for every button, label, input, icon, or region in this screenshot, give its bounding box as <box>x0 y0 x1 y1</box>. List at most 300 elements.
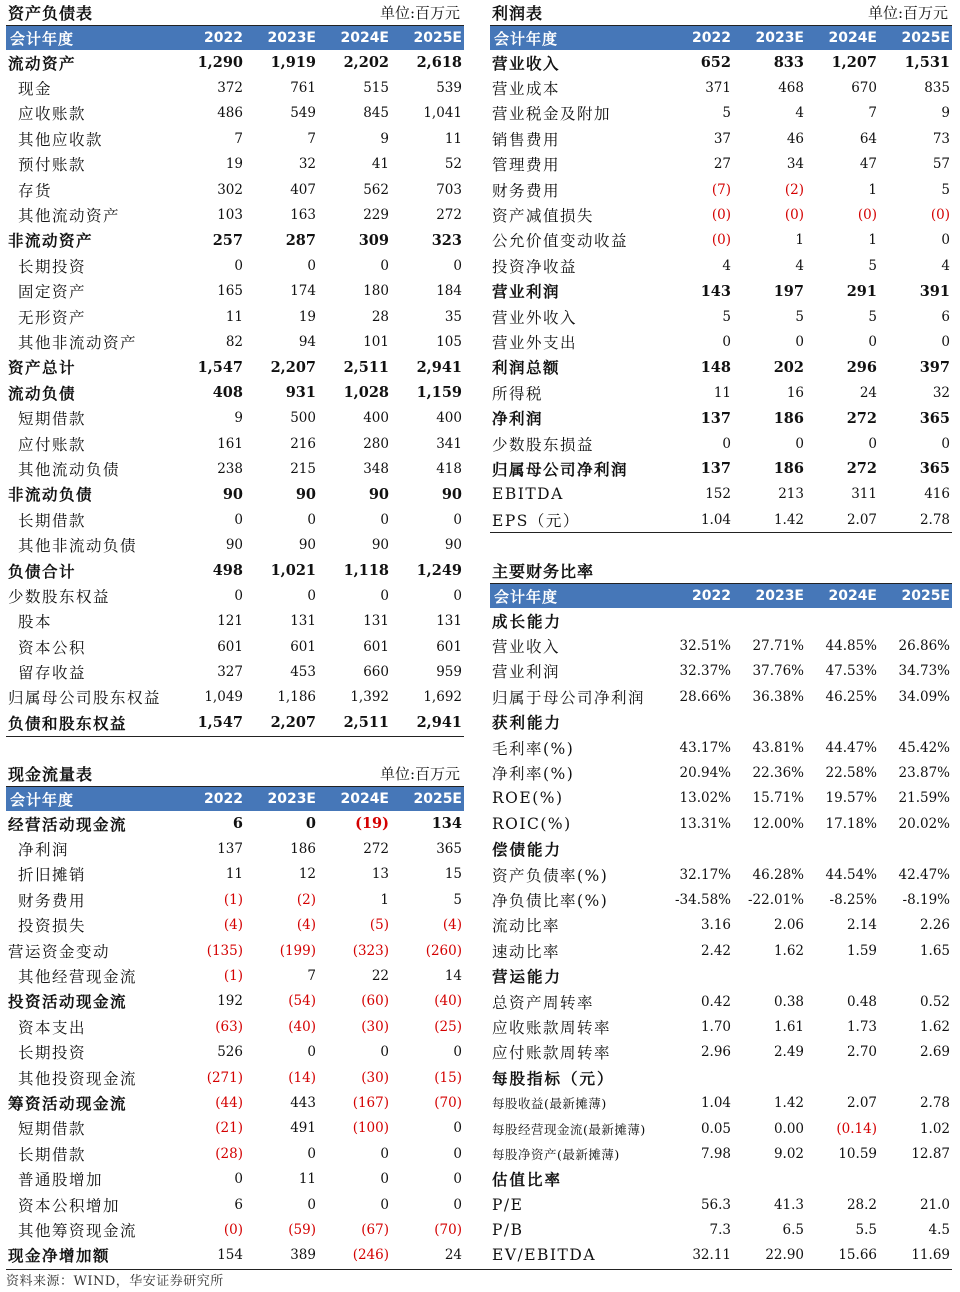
value-cell: 539 <box>436 80 462 97</box>
value-cell: 6 <box>234 1196 243 1213</box>
income-statement-title: 利润表 <box>492 4 544 23</box>
table-row <box>6 1065 464 1090</box>
row-label: 流动资产 <box>8 53 77 73</box>
value-cell: 2.69 <box>919 1044 950 1061</box>
year-header: 2022 <box>692 30 731 46</box>
value-cell: 121 <box>217 613 243 630</box>
cash-flow-header <box>6 787 464 811</box>
value-cell: 601 <box>363 638 389 655</box>
value-cell: 197 <box>773 282 804 300</box>
value-cell: 28 <box>371 308 389 325</box>
value-cell: 1.62 <box>919 1018 950 1035</box>
table-row <box>6 811 464 836</box>
row-label: 流动负债 <box>8 383 77 403</box>
value-cell: 0 <box>380 257 389 274</box>
value-cell: 2,941 <box>416 358 462 376</box>
value-cell: 32.17% <box>679 866 731 883</box>
value-cell: 0.52 <box>919 993 950 1010</box>
row-label: 净负债比率(%) <box>492 891 609 910</box>
row-label: 毛利率(%) <box>492 739 575 758</box>
table-row <box>6 1090 464 1115</box>
value-cell: 0 <box>307 1145 316 1162</box>
table-row <box>6 456 464 481</box>
balance-sheet-title-row <box>6 0 464 26</box>
value-cell: 9 <box>380 130 389 147</box>
value-cell: 280 <box>363 435 389 452</box>
value-cell: (0) <box>711 232 731 249</box>
value-cell: (70) <box>434 1094 462 1111</box>
table-row <box>6 558 464 583</box>
row-label: 每股收益(最新摊薄) <box>492 1096 607 1112</box>
table-row <box>490 735 952 760</box>
table-row <box>6 913 464 938</box>
value-cell: 12.87 <box>911 1145 950 1162</box>
value-cell: 2,511 <box>343 714 389 732</box>
value-cell: 216 <box>290 435 316 452</box>
table-row <box>490 304 952 329</box>
row-label: 应收账款 <box>18 105 87 124</box>
value-cell: 5 <box>868 257 877 274</box>
value-cell: 131 <box>290 613 316 630</box>
value-cell: 90 <box>225 537 243 554</box>
value-cell: 2,618 <box>416 54 462 72</box>
balance-sheet-header <box>6 26 464 50</box>
row-label: 营业利润 <box>492 282 561 302</box>
income-statement-title-row <box>490 0 952 26</box>
value-cell: 15.71% <box>752 790 804 807</box>
table-row <box>490 177 952 202</box>
value-cell: 1,207 <box>831 54 877 72</box>
row-label: 财务费用 <box>492 181 561 200</box>
table-row <box>6 431 464 456</box>
value-cell: 601 <box>436 638 462 655</box>
table-row <box>490 50 952 75</box>
value-cell: 959 <box>436 664 462 681</box>
value-cell: 46 <box>786 130 804 147</box>
value-cell: 0 <box>380 511 389 528</box>
row-label: 现金净增加额 <box>8 1246 111 1266</box>
value-cell: 562 <box>363 181 389 198</box>
table-row <box>6 1040 464 1065</box>
table-row <box>6 405 464 430</box>
value-cell: 7 <box>307 130 316 147</box>
value-cell: 1.62 <box>773 942 804 959</box>
row-label: 非流动资产 <box>8 231 94 251</box>
value-cell: 137 <box>700 409 731 427</box>
value-cell: 32 <box>298 156 316 173</box>
value-cell: 9.02 <box>773 1145 804 1162</box>
value-cell: 0 <box>722 435 731 452</box>
value-cell: 0 <box>305 815 316 833</box>
value-cell: 34.09% <box>898 688 950 705</box>
value-cell: 32.11 <box>692 1247 731 1264</box>
value-cell: 407 <box>290 181 316 198</box>
value-cell: 2,202 <box>343 54 389 72</box>
year-header: 2025E <box>413 791 462 807</box>
value-cell: 4 <box>795 105 804 122</box>
value-cell: (246) <box>352 1247 389 1264</box>
value-cell: 371 <box>705 80 731 97</box>
value-cell: 7 <box>234 130 243 147</box>
table-row <box>490 913 952 938</box>
value-cell: 134 <box>431 815 462 833</box>
value-cell: (40) <box>434 993 462 1010</box>
row-label: 利润总额 <box>492 358 561 378</box>
value-cell: 23.87% <box>898 765 950 782</box>
category-row <box>490 1065 952 1090</box>
value-cell: 4.5 <box>928 1222 950 1239</box>
value-cell: 845 <box>363 105 389 122</box>
value-cell: 45.42% <box>898 739 950 756</box>
row-label: 净利润 <box>18 841 70 860</box>
value-cell: 7.98 <box>700 1145 731 1162</box>
value-cell: 24 <box>444 1247 462 1264</box>
value-cell: 22.90 <box>765 1247 804 1264</box>
value-cell: 174 <box>290 283 316 300</box>
value-cell: 1 <box>380 891 389 908</box>
table-row <box>490 228 952 253</box>
table-row <box>6 75 464 100</box>
value-cell: 36.38% <box>752 688 804 705</box>
table-row <box>6 609 464 634</box>
value-cell: 0 <box>453 1196 462 1213</box>
income-statement-header <box>490 26 952 50</box>
value-cell: 47.53% <box>825 663 877 680</box>
value-cell: -34.58% <box>674 891 731 908</box>
value-cell: 90 <box>298 537 316 554</box>
table-row <box>6 279 464 304</box>
row-label: 其他应收款 <box>18 130 104 149</box>
value-cell: (4) <box>296 917 316 934</box>
table-row <box>490 659 952 684</box>
table-row <box>490 329 952 354</box>
row-label: 长期投资 <box>18 1044 87 1063</box>
value-cell: 0.05 <box>700 1120 731 1137</box>
value-cell: -8.25% <box>829 891 877 908</box>
value-cell: (2) <box>296 891 316 908</box>
row-label: 获利能力 <box>492 713 563 733</box>
table-row <box>6 710 464 735</box>
row-label: ROIC(%) <box>492 814 572 833</box>
value-cell: 0.38 <box>773 993 804 1010</box>
cash-flow-unit: 单位:百万元 <box>379 765 460 783</box>
table-row <box>6 862 464 887</box>
table-row <box>6 507 464 532</box>
value-cell: (28) <box>215 1145 243 1162</box>
row-label: 其他经营现金流 <box>18 968 138 987</box>
value-cell: 1,531 <box>904 54 950 72</box>
value-cell: 9 <box>941 105 950 122</box>
value-cell: 19 <box>225 156 243 173</box>
year-header: 2024E <box>340 791 389 807</box>
table-row <box>6 101 464 126</box>
row-label: 其他非流动负债 <box>18 537 138 556</box>
value-cell: 0 <box>453 257 462 274</box>
value-cell: 660 <box>363 664 389 681</box>
row-label: 应付账款 <box>18 435 87 454</box>
row-label: 资本支出 <box>18 1018 87 1037</box>
table-row <box>6 329 464 354</box>
row-label: 其他非流动资产 <box>18 333 138 352</box>
value-cell: 408 <box>212 384 243 402</box>
value-cell: 11 <box>444 130 462 147</box>
value-cell: 0 <box>307 1196 316 1213</box>
category-row <box>490 837 952 862</box>
table-row <box>6 938 464 963</box>
value-cell: 154 <box>217 1247 243 1264</box>
table-row <box>490 938 952 963</box>
table-row <box>6 836 464 861</box>
row-label: 营业成本 <box>492 80 561 99</box>
value-cell: 0.42 <box>700 993 731 1010</box>
value-cell: 3.16 <box>700 917 731 934</box>
table-row <box>490 1217 952 1242</box>
row-label: 经营活动现金流 <box>8 814 128 834</box>
value-cell: 22 <box>371 968 389 985</box>
value-cell: 0 <box>380 1196 389 1213</box>
value-cell: 1,692 <box>423 689 462 706</box>
value-cell: 397 <box>919 358 950 376</box>
balance-sheet-rows <box>6 50 464 737</box>
value-cell: (60) <box>361 993 389 1010</box>
row-label: 偿债能力 <box>492 840 563 860</box>
ratio-table <box>490 558 952 1268</box>
value-cell: (54) <box>288 993 316 1010</box>
value-cell: 400 <box>436 410 462 427</box>
value-cell: 103 <box>217 207 243 224</box>
value-cell: 46.28% <box>752 866 804 883</box>
row-label: 固定资产 <box>18 283 87 302</box>
value-cell: 14 <box>444 968 462 985</box>
value-cell: 1,547 <box>197 714 243 732</box>
value-cell: 372 <box>217 80 243 97</box>
value-cell: 2.49 <box>773 1044 804 1061</box>
income-statement-table <box>490 0 952 533</box>
value-cell: 0 <box>307 257 316 274</box>
value-cell: 186 <box>290 841 316 858</box>
value-cell: 186 <box>773 460 804 478</box>
table-row <box>490 1014 952 1039</box>
table-row <box>6 685 464 710</box>
row-label: 无形资产 <box>18 308 87 327</box>
value-cell: 0 <box>234 1171 243 1188</box>
table-row <box>6 1141 464 1166</box>
value-cell: 1,547 <box>197 358 243 376</box>
value-cell: 13.31% <box>679 815 731 832</box>
value-cell: (167) <box>352 1094 389 1111</box>
row-label: 投资活动现金流 <box>8 992 128 1012</box>
cash-flow-title-row <box>6 761 464 787</box>
value-cell: 391 <box>919 282 950 300</box>
value-cell: (2) <box>784 181 804 198</box>
category-row <box>490 608 952 633</box>
row-label: 应付账款周转率 <box>492 1044 612 1063</box>
value-cell: (271) <box>206 1069 243 1086</box>
value-cell: (40) <box>288 1018 316 1035</box>
row-label: 管理费用 <box>492 156 561 175</box>
value-cell: 82 <box>225 333 243 350</box>
value-cell: 184 <box>436 283 462 300</box>
value-cell: 2.78 <box>919 1095 950 1112</box>
year-header: 2025E <box>413 30 462 46</box>
value-cell: (0) <box>930 207 950 224</box>
value-cell: 2.96 <box>700 1044 731 1061</box>
row-label: 负债合计 <box>8 561 77 581</box>
table-row <box>6 304 464 329</box>
value-cell: 17.18% <box>825 815 877 832</box>
row-label: P/E <box>492 1195 524 1214</box>
row-label: 短期借款 <box>18 1120 87 1139</box>
value-cell: 272 <box>846 409 877 427</box>
value-cell: 0 <box>307 1044 316 1061</box>
row-label: 每股指标（元） <box>492 1068 615 1088</box>
value-cell: 389 <box>290 1247 316 1264</box>
value-cell: 21.0 <box>919 1196 950 1213</box>
year-header: 2023E <box>755 30 804 46</box>
value-cell: 0 <box>722 333 731 350</box>
table-row <box>490 989 952 1014</box>
table-row <box>6 355 464 380</box>
value-cell: 12 <box>298 866 316 883</box>
value-cell: 1 <box>795 232 804 249</box>
table-row <box>490 456 952 481</box>
value-cell: 56.3 <box>700 1196 731 1213</box>
value-cell: 180 <box>363 283 389 300</box>
value-cell: 272 <box>363 841 389 858</box>
value-cell: 42.47% <box>898 866 950 883</box>
value-cell: 6.5 <box>782 1222 804 1239</box>
balance-sheet-unit: 单位:百万元 <box>379 4 460 22</box>
value-cell: 468 <box>778 80 804 97</box>
value-cell: 137 <box>700 460 731 478</box>
value-cell: 19.57% <box>825 790 877 807</box>
row-label: 股本 <box>18 613 53 632</box>
table-row <box>6 482 464 507</box>
table-row <box>6 253 464 278</box>
table-row <box>6 1014 464 1039</box>
table-row <box>6 634 464 659</box>
table-row <box>490 431 952 456</box>
row-label: 筹资活动现金流 <box>8 1093 128 1113</box>
value-cell: 6 <box>232 815 243 833</box>
income-statement-rows <box>490 50 952 533</box>
value-cell: 26.86% <box>898 638 950 655</box>
year-header: 2024E <box>828 588 877 604</box>
value-cell: 2.06 <box>773 917 804 934</box>
table-row <box>490 75 952 100</box>
row-label: EPS（元） <box>492 511 580 530</box>
table-row <box>6 228 464 253</box>
value-cell: 2.14 <box>846 917 877 934</box>
income-statement-unit: 单位:百万元 <box>867 4 948 22</box>
value-cell: 11 <box>298 1171 316 1188</box>
value-cell: 833 <box>773 54 804 72</box>
value-cell: 44.54% <box>825 866 877 883</box>
value-cell: 11.69 <box>911 1247 950 1264</box>
value-cell: 73 <box>932 130 950 147</box>
value-cell: 44.85% <box>825 638 877 655</box>
value-cell: 16 <box>786 384 804 401</box>
table-row <box>6 202 464 227</box>
row-label: 资本公积增加 <box>18 1196 121 1215</box>
cash-flow-title: 现金流量表 <box>8 765 94 784</box>
value-cell: 22.58% <box>825 765 877 782</box>
table-row <box>6 532 464 557</box>
value-cell: 28.2 <box>846 1196 877 1213</box>
value-cell: 601 <box>217 638 243 655</box>
row-label: 营业收入 <box>492 53 561 73</box>
value-cell: (0) <box>223 1221 243 1238</box>
value-cell: 19 <box>298 308 316 325</box>
value-cell: 90 <box>444 537 462 554</box>
value-cell: 131 <box>363 613 389 630</box>
table-row <box>6 1217 464 1242</box>
value-cell: 6 <box>941 308 950 325</box>
value-cell: (21) <box>215 1120 243 1137</box>
value-cell: 302 <box>217 181 243 198</box>
value-cell: 1,159 <box>416 384 462 402</box>
value-cell: 1,919 <box>270 54 316 72</box>
value-cell: 4 <box>795 257 804 274</box>
row-label: 营业收入 <box>492 638 561 657</box>
value-cell: 0 <box>380 1145 389 1162</box>
value-cell: 2.70 <box>846 1044 877 1061</box>
value-cell: 163 <box>290 207 316 224</box>
year-header: 2022 <box>204 30 243 46</box>
table-row <box>490 126 952 151</box>
value-cell: 2,511 <box>343 358 389 376</box>
value-cell: 4 <box>941 257 950 274</box>
value-cell: 11 <box>713 384 731 401</box>
row-label: EV/EBITDA <box>492 1246 597 1265</box>
table-row <box>6 1192 464 1217</box>
value-cell: (4) <box>442 917 462 934</box>
table-row <box>490 1116 952 1141</box>
row-label: 财务费用 <box>18 891 87 910</box>
value-cell: 52 <box>444 156 462 173</box>
value-cell: 453 <box>290 664 316 681</box>
value-cell: 46.25% <box>825 688 877 705</box>
cash-flow-table <box>6 761 464 1268</box>
row-label: 现金 <box>18 80 53 99</box>
year-header: 2023E <box>755 588 804 604</box>
value-cell: 2,207 <box>270 358 316 376</box>
row-label: 长期投资 <box>18 257 87 276</box>
value-cell: (260) <box>425 942 462 959</box>
table-row <box>490 101 952 126</box>
value-cell: 41.3 <box>773 1196 804 1213</box>
value-cell: 291 <box>846 282 877 300</box>
value-cell: 90 <box>371 537 389 554</box>
value-cell: 0 <box>941 435 950 452</box>
table-row <box>490 1040 952 1065</box>
value-cell: (0) <box>711 207 731 224</box>
value-cell: 2.07 <box>846 511 877 528</box>
value-cell: 486 <box>217 105 243 122</box>
row-label: 留存收益 <box>18 664 87 683</box>
value-cell: 5 <box>722 308 731 325</box>
table-row <box>6 177 464 202</box>
value-cell: 35 <box>444 308 462 325</box>
row-label: 其他投资现金流 <box>18 1069 138 1088</box>
value-cell: 1.65 <box>919 942 950 959</box>
row-label: 少数股东损益 <box>492 435 595 454</box>
year-header: 2025E <box>901 588 950 604</box>
value-cell: (323) <box>352 942 389 959</box>
table-row <box>6 963 464 988</box>
value-cell: 90 <box>222 485 243 503</box>
table-row <box>6 126 464 151</box>
